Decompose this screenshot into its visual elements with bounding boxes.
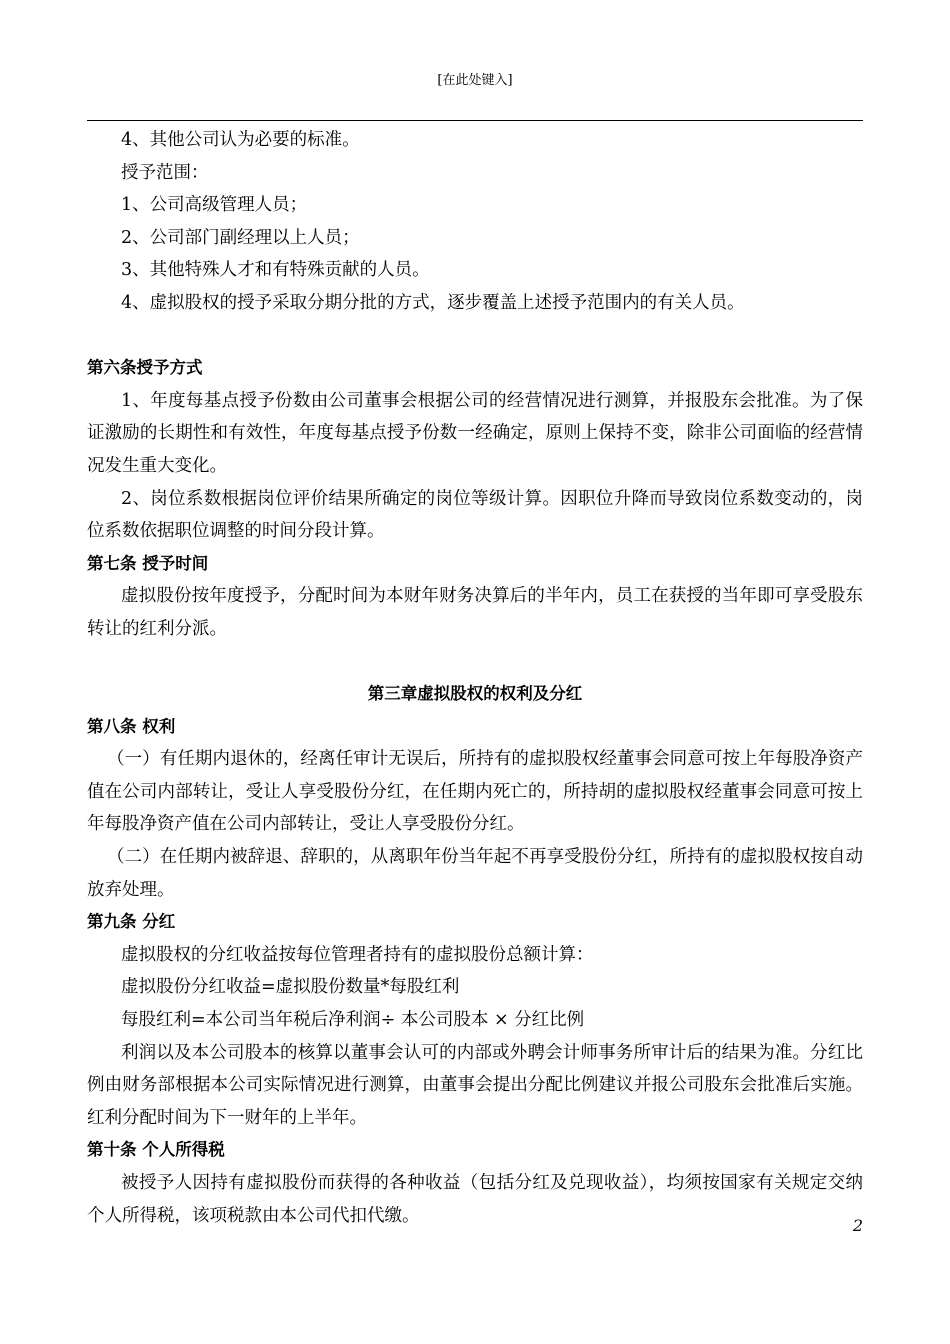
article-6-heading: 第六条授予方式: [87, 358, 203, 378]
scope-item-3: 3、其他特殊人才和有特殊贡献的人员。: [121, 260, 430, 281]
article-10-heading: 第十条 个人所得税: [87, 1140, 225, 1160]
article-8-paragraph-1: （一）有任期内退休的，经离任审计无误后，所持有的虚拟股权经董事会同意可按上年每股净资产值在公司内部转让，受让人享受股份分红，在任期内死亡的，所持胡的虚拟股权经董事会同意可按上年每股净资产值在公司内部转让，受让人享受股份分红。: [87, 749, 863, 835]
article-6-paragraph-2: 2、岗位系数根据岗位评价结果所确定的岗位等级计算。因职位升降而导致岗位系数变动的，岗位系数依据职位调整的时间分段计算。: [87, 488, 863, 542]
scope-item-2: 2、公司部门副经理以上人员；: [121, 227, 360, 248]
document-body: [87, 124, 863, 1232]
page-header: [在此处键入]: [437, 73, 513, 88]
article-9-paragraph-4: 利润以及本公司股本的核算以董事会认可的内部或外聘会计师事务所审计后的结果为准。分红比例由财务部根据本公司实际情况进行测算，由董事会提出分配比例建议并报公司股东会批准后实施。红利分配时间为下一财年的上半年。: [87, 1042, 863, 1128]
article-7-paragraph-1: 虚拟股份按年度授予，分配时间为本财年财务决算后的半年内，员工在获授的当年即可享受股东转让的红利分派。: [87, 586, 863, 639]
spacer: [87, 646, 863, 679]
chapter-3-heading: 第三章虚拟股权的权利及分红: [367, 684, 583, 704]
article-8-paragraph-2: （二）在任期内被辞退、辞职的，从离职年份当年起不再享受股份分红，所持有的虚拟股权按自动放弃处理。: [87, 847, 863, 900]
scope-item-4: 4、虚拟股权的授予采取分期分批的方式，逐步覆盖上述授予范围内的有关人员。: [121, 292, 745, 313]
article-6-paragraph-1: 1、年度每基点授予份数由公司董事会根据公司的经营情况进行测算，并报股东会批准。为了保证激励的长期性和有效性，年度每基点授予份数一经确定，原则上保持不变，除非公司面临的经营情况发生重大变化。: [87, 390, 863, 476]
article-9-formula-2: 每股红利=本公司当年税后净利润÷ 本公司股本 × 分红比例: [121, 1010, 585, 1031]
page-number: 2: [852, 1216, 863, 1235]
spacer: [87, 320, 863, 353]
article-8-heading: 第八条 权利: [87, 716, 176, 736]
article-7-heading: 第七条 授予时间: [87, 553, 209, 573]
article-9-formula-1: 虚拟股份分红收益=虚拟股份数量*每股红利: [121, 977, 460, 998]
article-9-heading: 第九条 分红: [87, 912, 176, 932]
criteria-item-4: 4、其他公司认为必要的标准。: [121, 130, 360, 150]
header-divider: [87, 120, 863, 121]
scope-item-1: 1、公司高级管理人员；: [121, 195, 308, 216]
scope-title: 授予范围：: [121, 162, 209, 183]
article-10-paragraph-1: 被授予人因持有虚拟股份而获得的各种收益（包括分红及兑现收益），均须按国家有关规定交纳个人所得税，该项税款由本公司代扣代缴。: [87, 1173, 863, 1226]
article-9-paragraph-1: 虚拟股权的分红收益按每位管理者持有的虚拟股份总额计算：: [121, 944, 594, 965]
